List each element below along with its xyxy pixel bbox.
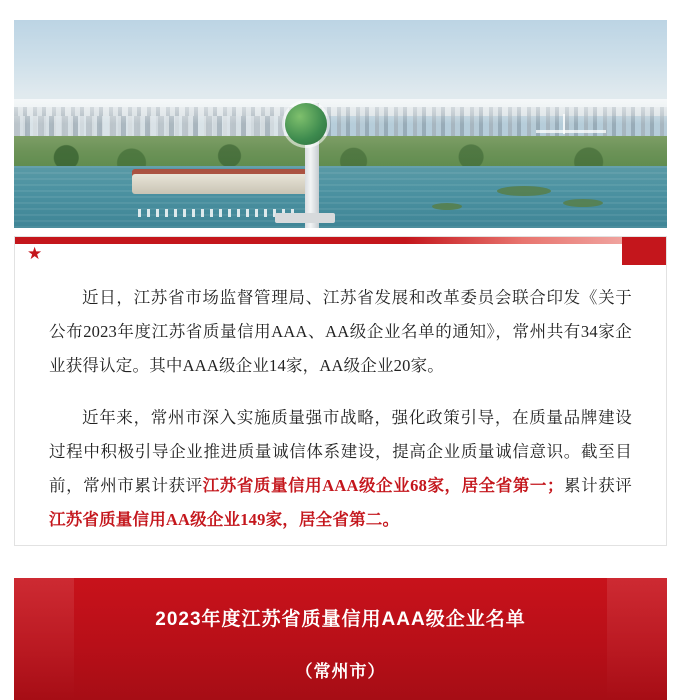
paragraph-1-text: 近日，江苏省市场监督管理局、江苏省发展和改革委员会联合印发《关于公布2023年度江苏省质量信用AAA、AA级企业名单的通知》，常州共有34家企业获得认定。其中AAA级企业14家，AA级企业20家。 (49, 288, 632, 375)
island-2 (563, 199, 603, 207)
lake-water (14, 166, 667, 228)
paragraph-2-highlight-a: 江苏省质量信用AAA级企业68家，居全省第一； (202, 476, 564, 495)
article-paragraph-1 (49, 281, 632, 383)
moored-boats (138, 209, 298, 217)
banner-ribbon-right (607, 578, 667, 700)
tower-base (275, 213, 335, 223)
banner-ribbon-left (14, 578, 74, 700)
article-body (15, 267, 666, 545)
green-sphere-icon (285, 103, 327, 145)
paragraph-2-text-b: 累计获评 (563, 476, 632, 495)
pavilion-building (132, 174, 312, 194)
bridge-deck (536, 130, 606, 133)
island-3 (432, 203, 462, 210)
article-paragraph-2 (49, 401, 632, 537)
paragraph-2-text-a: 近年来，常州市深入实施质量强市战略，强化政策引导，在质量品牌建设过程中积极引导企业推进质量诚信体系建设，提高企业质量诚信意识。截至目前，常州市累计获评 (49, 408, 632, 495)
hero-image (14, 20, 667, 228)
card-top-accent-bar (15, 237, 666, 244)
haze-layer (14, 99, 667, 124)
banner-title: 2023年度江苏省质量信用AAA级企业名单 (155, 609, 526, 630)
list-banner (14, 578, 667, 700)
paragraph-2-highlight-b: 江苏省质量信用AA级企业149家，居全省第二。 (49, 510, 400, 529)
banner-subtitle: （常州市） (295, 662, 386, 681)
card-corner-block (622, 237, 666, 265)
star-icon: ★ (27, 244, 43, 263)
bridge-pylon (563, 114, 565, 134)
article-card (14, 236, 667, 546)
